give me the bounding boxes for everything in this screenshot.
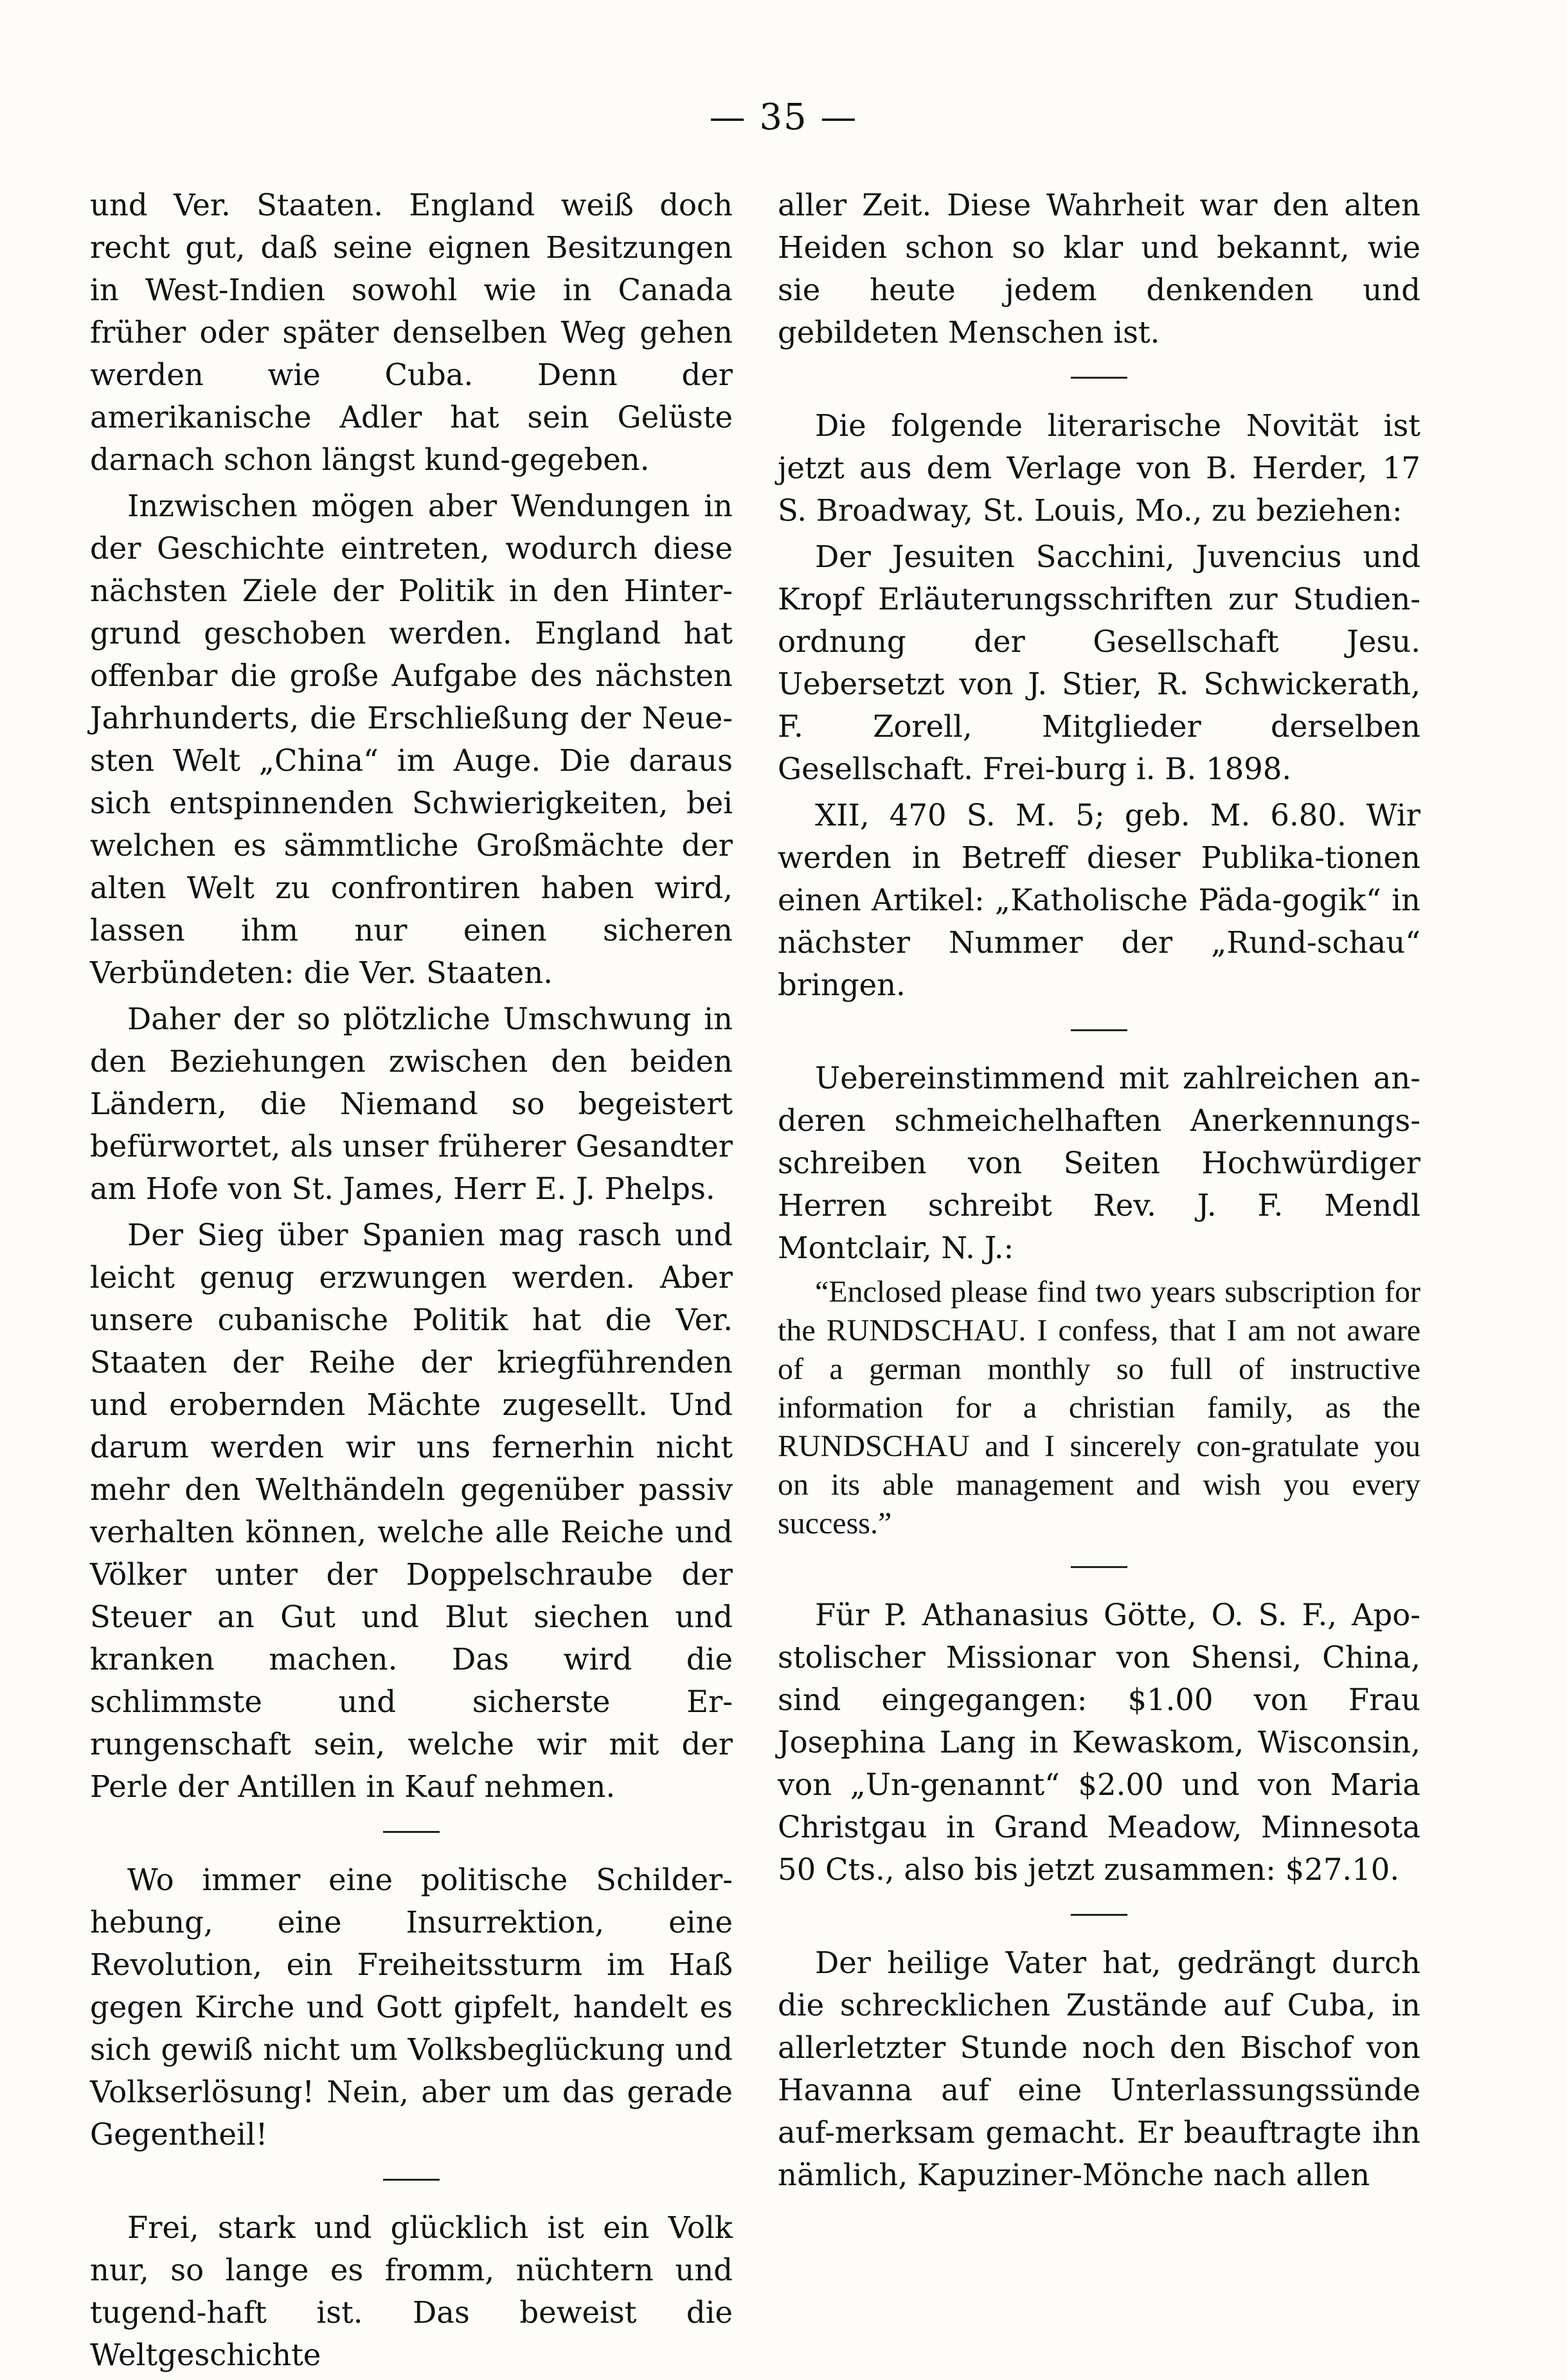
paragraph: und Ver. Staaten. England weiß doch recht gut, daß seine eignen Besitzungen in West-Indien sowohl wie in Canada früher oder später denselben Weg gehen werden wie Cuba. Denn der amerikanische Adler hat sein Gelüste darnach schon längst kund-gegeben. bbox=[90, 188, 733, 477]
left-column bbox=[90, 184, 733, 2380]
paragraph: Frei, stark und glücklich ist ein Volk nur, so lange es fromm, nüchtern und tugend-haft ist. Das beweist die Weltgeschichte bbox=[90, 2210, 733, 2372]
book-details: XII, 470 S. M. 5; geb. M. 6.80. Wir werden in Betreff dieser Publika-tionen einen Artikel: „Katholische Päda-gogik“ in nächster Nummer der „Rund-schau“ bringen. bbox=[778, 798, 1420, 1002]
section-divider bbox=[383, 1831, 440, 1833]
book-notice: Die folgende literarische Novität ist jetzt aus dem Verlage von B. Herder, 17 S. Broadway, St. Louis, Mo., zu beziehen: bbox=[778, 408, 1420, 528]
paragraph: Wo immer eine politische Schilder-hebung, eine Insurrektion, eine Revolution, ein Freiheitssturm im Haß gegen Kirche und Gott gipfelt, handelt es sich gewiß nicht um Volksbeglückung und Volkserlösung! Nein, aber um das gerade Gegentheil! bbox=[90, 1862, 733, 2152]
paragraph: Daher der so plötzliche Umschwung in den Beziehungen zwischen den beiden Ländern, die Niemand so begeistert befürwortet, als unser früherer Gesandter am Hofe von St. James, Herr E. J. Phelps. bbox=[90, 1002, 733, 1206]
english-quote: “Enclosed please find two years subscription for the RUNDSCHAU. I confess, that I am not aware of a german monthly so full of instructive information for a christian family, as the RUNDSCHAU and I sincerely con-gratulate you on its able management and wish you every success.” bbox=[778, 1275, 1420, 1540]
book-title: Der Jesuiten Sacchini, Juvencius und Kropf Erläuterungsschriften zur Studien-ordnung der Gesellschaft Jesu. Uebersetzt von J. Stier, R. Schwickerath, F. Zorell, Mitglieder derselben Gesellschaft. Frei-burg i. B. 1898. bbox=[778, 539, 1420, 786]
section-divider bbox=[1071, 1566, 1127, 1568]
section-divider bbox=[1071, 1914, 1127, 1916]
paragraph: Inzwischen mögen aber Wendungen in der Geschichte eintreten, wodurch diese nächsten Ziele der Politik in den Hinter-grund geschoben werden. England hat offenbar die große Aufgabe des nächsten Jahrhunderts, die Erschließung der Neue-sten Welt „China“ im Auge. Die daraus sich entspinnenden Schwierigkeiten, bei welchen es sämmtliche Großmächte der alten Welt zu confrontiren haben wird, lassen ihm nur einen sicheren Verbündeten: die Ver. Staaten. bbox=[90, 489, 733, 990]
donation-notice: Für P. Athanasius Götte, O. S. F., Apo-stolischer Missionar von Shensi, China, sind eingegangen: $1.00 von Frau Josephina Lang in Kewaskom, Wisconsin, von „Un-genannt“ $2.00 und von Maria Christgau in Grand Meadow, Minnesota 50 Cts., also bis jetzt zusammen: $27.10. bbox=[778, 1598, 1420, 1887]
section-divider bbox=[1071, 1029, 1127, 1031]
paragraph: Uebereinstimmend mit zahlreichen an-deren schmeichelhaften Anerkennungs-schreiben von Seiten Hochwürdiger Herren schreibt Rev. J. F. Mendl Montclair, N. J.: bbox=[778, 1061, 1420, 1265]
section-divider bbox=[1071, 377, 1127, 379]
right-column bbox=[778, 184, 1420, 2200]
section-divider bbox=[383, 2179, 440, 2181]
paragraph: aller Zeit. Diese Wahrheit war den alten Heiden schon so klar und bekannt, wie sie heute jedem denkenden und gebildeten Menschen ist. bbox=[778, 188, 1420, 350]
page-number: — 35 — bbox=[709, 96, 858, 138]
paragraph: Der heilige Vater hat, gedrängt durch die schrecklichen Zustände auf Cuba, in allerletzter Stunde noch den Bischof von Havanna auf eine Unterlassungssünde auf-merksam gemacht. Er beauftragte ihn nämlich, Kapuziner-Mönche nach allen bbox=[778, 1945, 1420, 2192]
paragraph: Der Sieg über Spanien mag rasch und leicht genug erzwungen werden. Aber unsere cubanische Politik hat die Ver. Staaten der Reihe der kriegführenden und erobernden Mächte zugesellt. Und darum werden wir uns fernerhin nicht mehr den Welthändeln gegenüber passiv verhalten können, welche alle Reiche und Völker unter der Doppelschraube der Steuer an Gut und Blut siechen und kranken machen. Das wird die schlimmste und sicherste Er-rungenschaft sein, welche wir mit der Perle der Antillen in Kauf nehmen. bbox=[90, 1218, 733, 1804]
